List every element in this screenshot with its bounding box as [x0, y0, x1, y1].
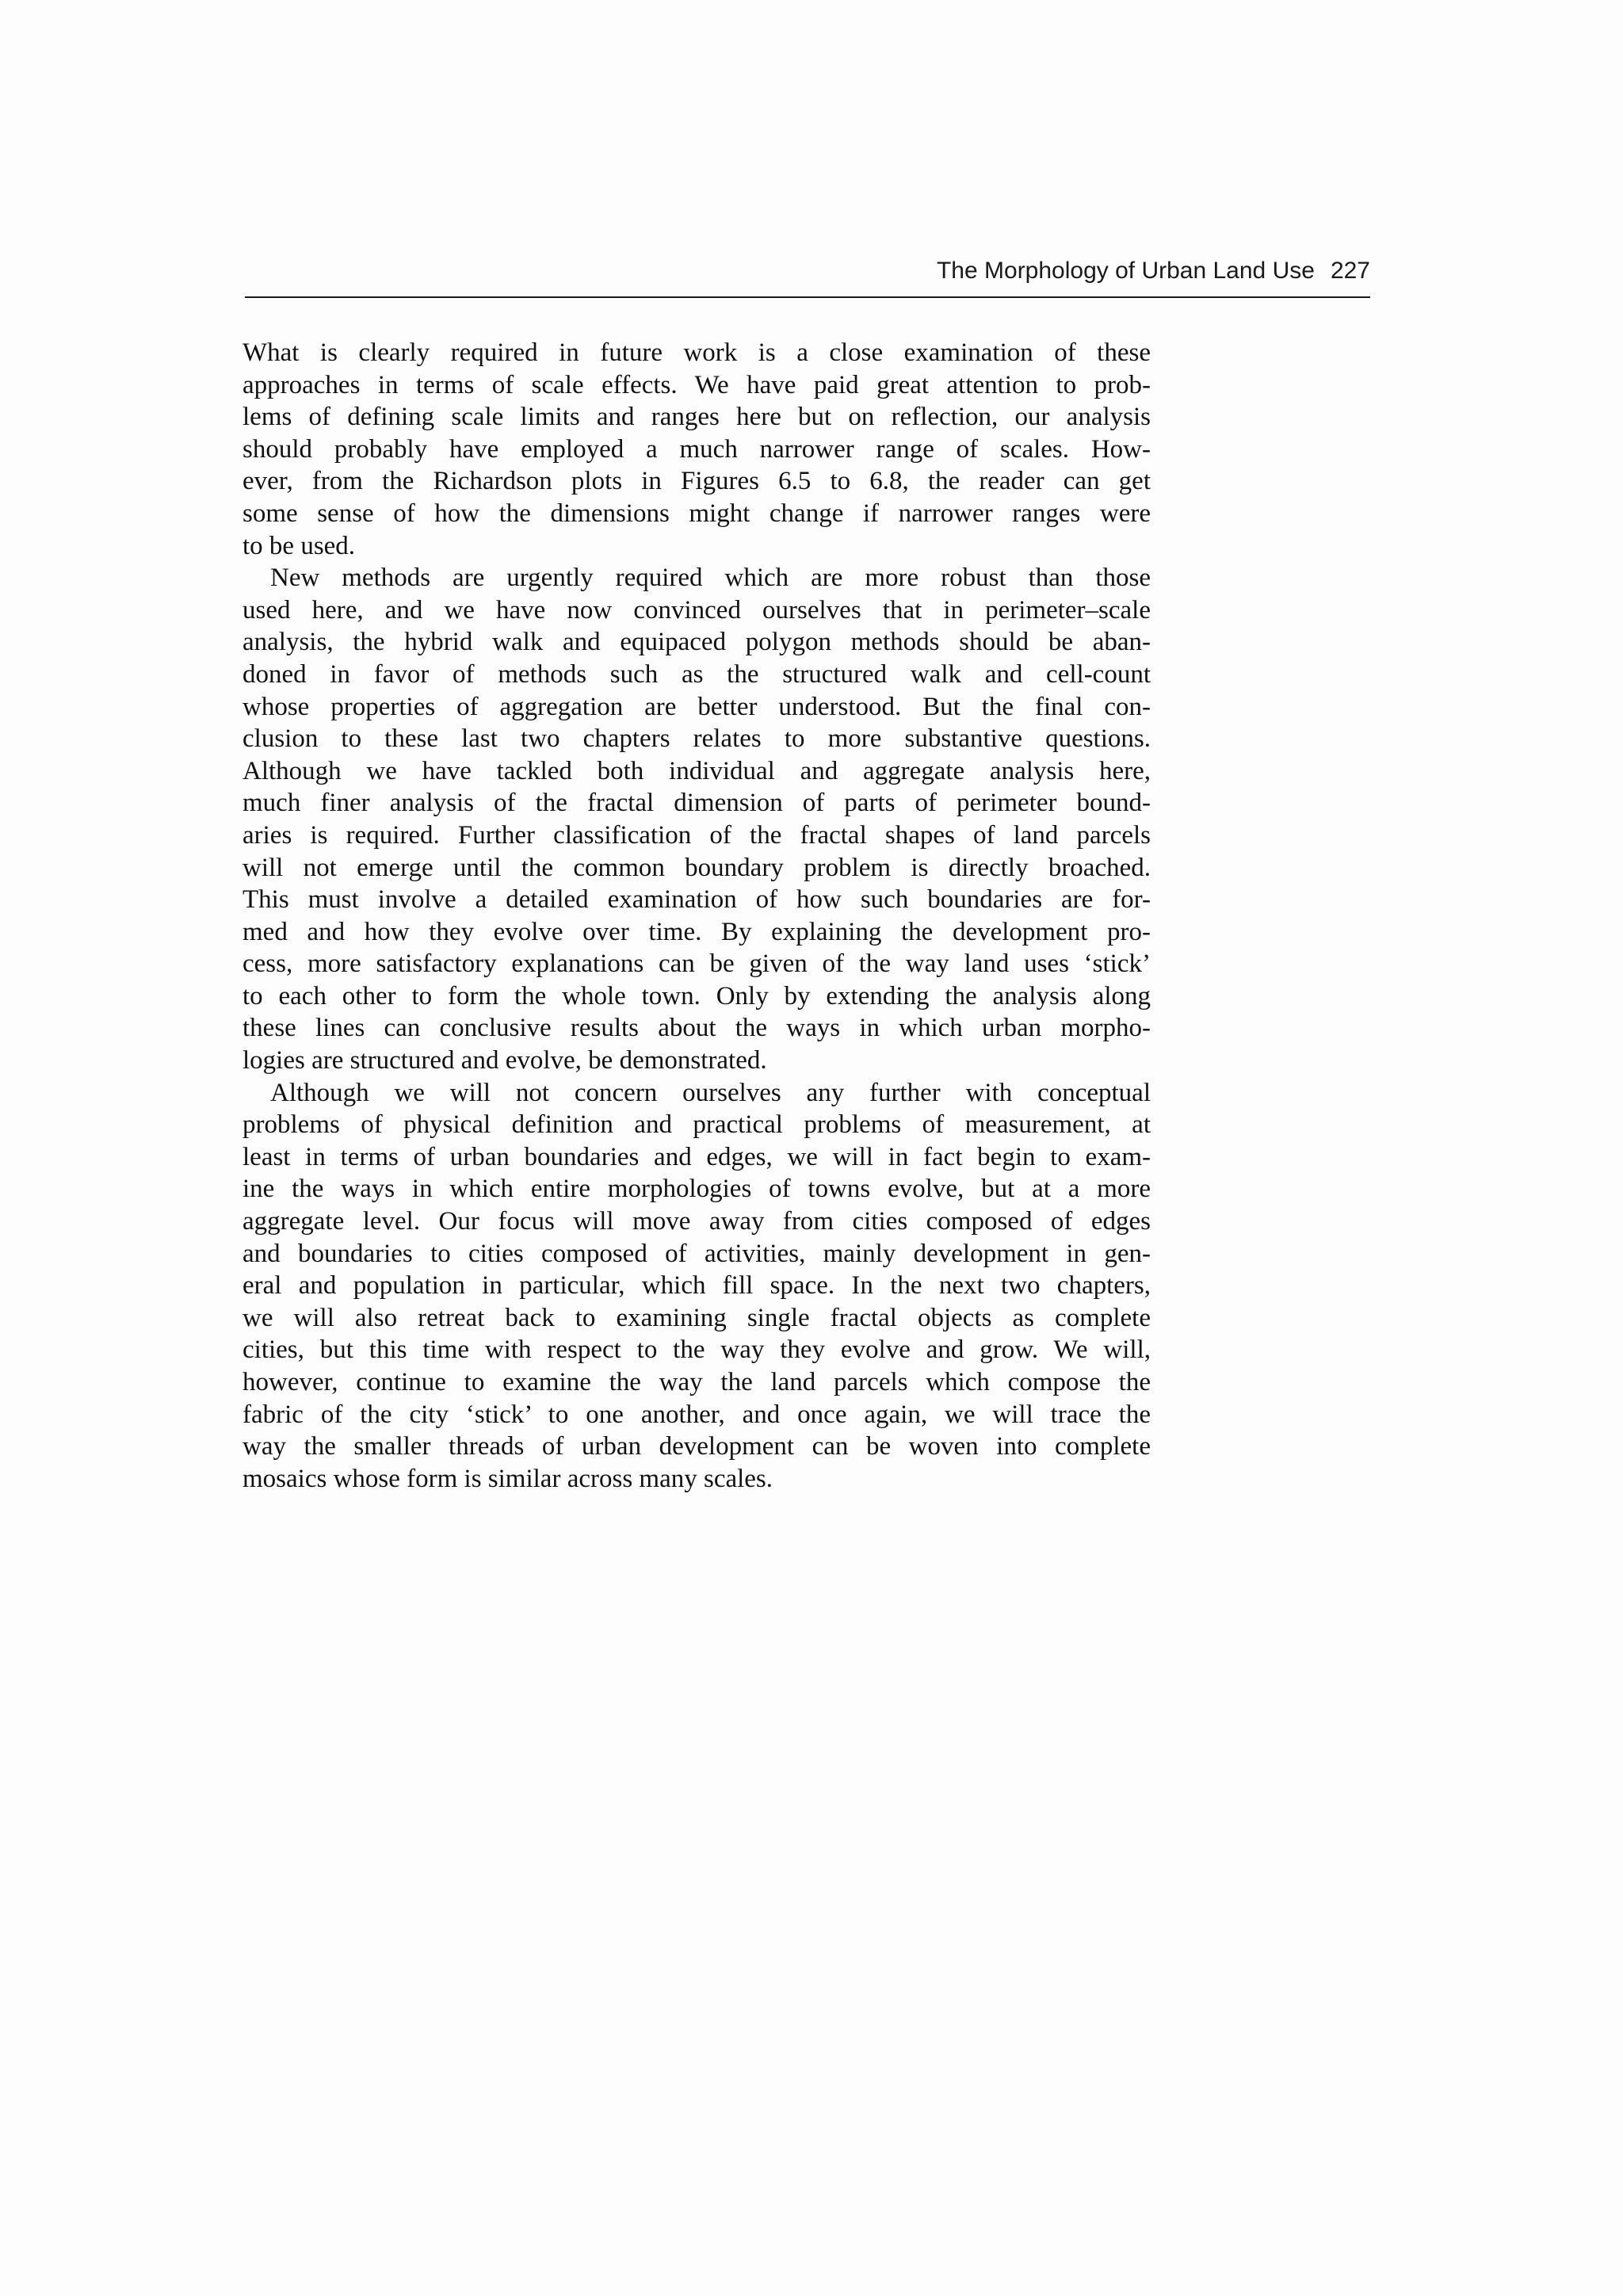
- running-head: [245, 258, 1370, 285]
- text-line: Although we have tackled both individual and aggregate analysis here,: [242, 756, 1151, 785]
- text-line: fabric of the city ‘stick’ to one another, and once again, we will trace the: [242, 1400, 1151, 1429]
- text-line: analysis, the hybrid walk and equipaced polygon methods should be aban-: [242, 628, 1151, 657]
- page-number: 227: [1330, 258, 1370, 284]
- text-line: aggregate level. Our focus will move away from cities composed of edges: [242, 1207, 1151, 1236]
- text-line: way the smaller threads of urban development can be woven into complete: [242, 1432, 1151, 1461]
- text-line: some sense of how the dimensions might change if narrower ranges were: [242, 499, 1151, 528]
- paragraph-1: [242, 337, 1151, 562]
- text-line: Although we will not concern ourselves any further with conceptual: [270, 1078, 1151, 1107]
- text-line: used here, and we have now convinced ourselves that in perimeter–scale: [242, 595, 1151, 625]
- text-line: lems of defining scale limits and ranges here but on reflection, our analysis: [242, 403, 1151, 432]
- text-line: mosaics whose form is similar across many scales.: [242, 1464, 773, 1493]
- text-line: This must involve a detailed examination of how such boundaries are for-: [242, 885, 1151, 915]
- text-line: med and how they evolve over time. By explaining the development pro-: [242, 917, 1151, 946]
- text-line: will not emerge until the common boundary problem is directly broached.: [242, 853, 1151, 882]
- text-line: aries is required. Further classification of the fractal shapes of land parcels: [242, 820, 1151, 850]
- paragraph-2: [242, 562, 1151, 1077]
- text-line: however, continue to examine the way the land parcels which compose the: [242, 1368, 1151, 1396]
- text-line: whose properties of aggregation are better understood. But the final con-: [242, 692, 1151, 721]
- text-line: least in terms of urban boundaries and edges, we will in fact begin to exam-: [242, 1142, 1151, 1171]
- text-line: these lines can conclusive results about the ways in which urban morpho-: [242, 1014, 1151, 1043]
- text-line: clusion to these last two chapters relates to more substantive questions.: [242, 724, 1151, 754]
- text-line: ine the ways in which entire morphologies of towns evolve, but at a more: [242, 1175, 1151, 1204]
- paragraph-3: [242, 1077, 1151, 1496]
- text-line: What is clearly required in future work is a close examination of these: [242, 338, 1151, 367]
- text-line: doned in favor of methods such as the structured walk and cell-count: [242, 659, 1151, 689]
- text-line: cities, but this time with respect to the way they evolve and grow. We will,: [242, 1335, 1151, 1365]
- text-line: to be used.: [242, 531, 356, 560]
- text-line: problems of physical definition and practical problems of measurement, at: [242, 1110, 1151, 1140]
- text-line: ever, from the Richardson plots in Figures 6.5 to 6.8, the reader can get: [242, 467, 1151, 496]
- text-line: New methods are urgently required which are more robust than those: [270, 563, 1151, 593]
- text-line: to each other to form the whole town. Only by extending the analysis along: [242, 981, 1151, 1010]
- header-rule: [245, 296, 1370, 298]
- text-line: and boundaries to cities composed of activities, mainly development in gen-: [242, 1239, 1151, 1268]
- text-line: cess, more satisfactory explanations can be given of the way land uses ‘stick’: [242, 949, 1151, 979]
- text-line: we will also retreat back to examining single fractal objects as complete: [242, 1303, 1151, 1332]
- body-text: [242, 337, 1151, 1495]
- text-line: logies are structured and evolve, be demonstrated.: [242, 1046, 767, 1075]
- running-title: The Morphology of Urban Land Use: [936, 258, 1315, 284]
- text-line: much finer analysis of the fractal dimension of parts of perimeter bound-: [242, 789, 1151, 818]
- text-line: approaches in terms of scale effects. We have paid great attention to prob-: [242, 370, 1151, 399]
- text-line: eral and population in particular, which fill space. In the next two chapters,: [242, 1271, 1151, 1301]
- text-line: should probably have employed a much narrower range of scales. How-: [242, 434, 1151, 464]
